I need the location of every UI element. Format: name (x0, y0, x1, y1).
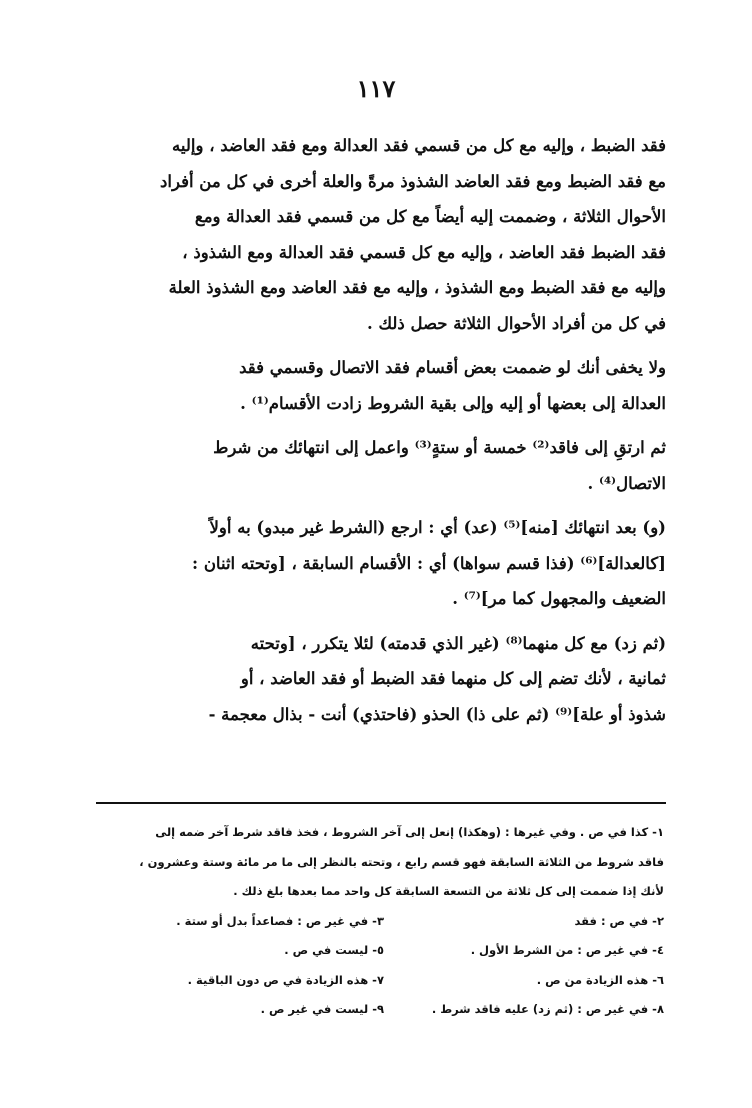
text-line: الأحوال الثلاثة ، وضممت إليه أيضاً مع كل من قسمي فقد العدالة ومع (194, 207, 666, 226)
footnote-2: ٢- في ص : فقد (574, 913, 664, 928)
text-line: [كالعدالة]⁽⁶⁾ (فذا قسم سواها) أي : الأقسام السابقة ، [وتحته اثنان : (191, 553, 666, 573)
paragraph-3 (100, 430, 666, 501)
footnote-6: ٦- هذه الزيادة من ص . (536, 972, 664, 987)
page-number: ١١٧ (356, 74, 396, 103)
text-line: العدالة إلى بعضها أو إليه وإلى بقية الشروط زادت الأقسام⁽¹⁾ . (240, 393, 666, 413)
text-line: (و) بعد انتهائك [منه]⁽⁵⁾ (عد) أي : ارجع (الشرط غير مبدو) به أولاً (209, 518, 666, 537)
footnote-1-line: فاقد شروط من الثلاثة السابقة فهو قسم رابع ، وتحته بالنظر إلى ما مر مائة وستة وعشرون ، (139, 854, 664, 869)
paragraph-2 (100, 350, 666, 421)
text-line: الضعيف والمجهول كما مر]⁽⁷⁾ . (452, 589, 666, 608)
footnote-row (104, 907, 664, 937)
paragraph-1 (100, 128, 666, 341)
footnote-row (104, 995, 664, 1025)
text-line: مع فقد الضبط ومع فقد العاضد الشذوذ مرةً والعلة أخرى في كل من أفراد (160, 171, 666, 191)
main-text (100, 128, 666, 732)
text-line: وإليه مع فقد الضبط ومع الشذوذ ، وإليه مع فقد العاضد ومع الشذوذ العلة (168, 278, 666, 297)
footnote-9: ٩- ليست في غير ص . (260, 1002, 384, 1016)
paragraph-4 (100, 510, 666, 617)
footnote-1-line: ١- كذا في ص . وفي غيرها : (وهكذا) إنعل إلى آخر الشروط ، فخذ فاقد شرط آخر ضمه إلى (155, 825, 664, 839)
text-line: فقد الضبط ، وإليه مع كل من قسمي فقد العدالة ومع فقد العاضد ، وإليه (172, 136, 666, 155)
text-line: (ثم زد) مع كل منهما⁽⁸⁾ (غير الذي قدمته) لئلا يتكرر ، [وتحته (250, 633, 666, 653)
footnote-5: ٥- ليست في ص . (284, 943, 384, 957)
footnote-1-line: لأنك إذا ضممت إلى كل ثلاثة من التسعة السابقة كل واحد مما بعدها بلغ ذلك . (233, 884, 664, 898)
text-line: في كل من أفراد الأحوال الثلاثة حصل ذلك . (366, 313, 666, 333)
footnote-8: ٨- في غير ص : (ثم زد) عليه فاقد شرط . (431, 1002, 664, 1016)
footnote-row (104, 966, 664, 996)
text-line: الاتصال⁽⁴⁾ . (587, 473, 666, 493)
footnote-separator (96, 802, 666, 804)
text-line: ثم ارتقِ إلى فاقد⁽²⁾ خمسة أو ستةٍ⁽³⁾ واعمل إلى انتهائك من شرط (213, 438, 666, 457)
text-line: ولا يخفى أنك لو ضممت بعض أقسام فقد الاتصال وقسمي فقد (239, 358, 666, 377)
text-line: شذوذ أو علة]⁽⁹⁾ (ثم على ذا) الحذو (فاحتذي) أنت - بذال معجمة - (208, 704, 666, 724)
text-line: فقد الضبط فقد العاضد ، وإليه مع كل قسمي فقد العدالة ومع الشذوذ ، (182, 242, 666, 262)
paragraph-5 (100, 626, 666, 733)
footnote-3: ٣- في غير ص : فصاعداً بدل أو ستة . (176, 913, 384, 928)
text-line: ثمانية ، لأنك تضم إلى كل منهما فقد الضبط أو فقد العاضد ، أو (240, 669, 666, 688)
footnote-7: ٧- هذه الزيادة في ص دون الباقية . (187, 972, 384, 987)
footnote-4: ٤- في غير ص : من الشرط الأول . (470, 943, 664, 957)
footnotes (104, 818, 664, 1025)
footnote-row (104, 936, 664, 966)
